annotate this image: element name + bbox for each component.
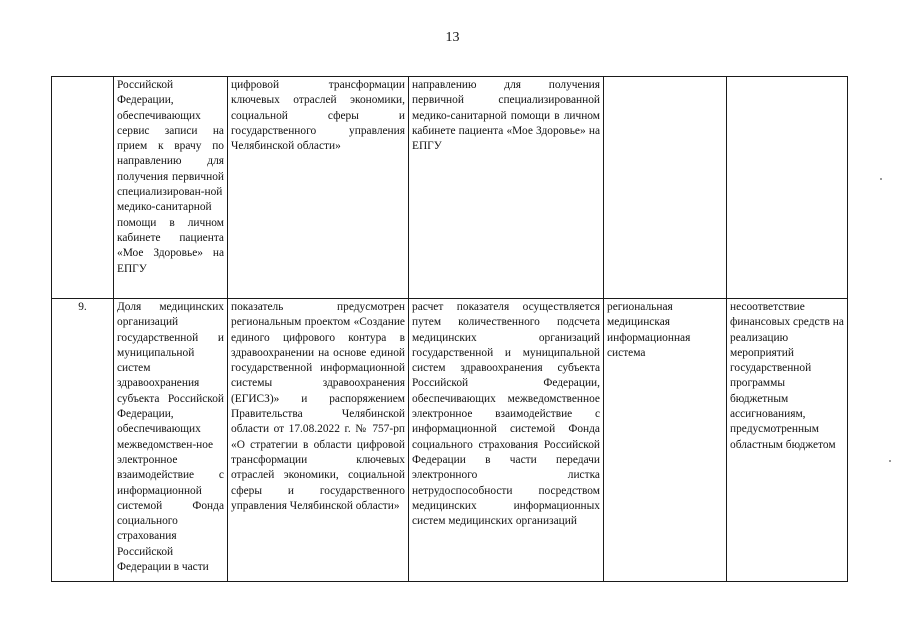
risks-cell: несоответствие финансовых средств на реализацию мероприятий государственной программы бюджетным ассигнованиям, предусмотренным областным бюджетом: [727, 299, 848, 582]
indicator-name-cell: Доля медицинских организаций государственной и муниципальной систем здравоохранения субъекта Российской Федерации, обеспечивающих межведомствен-ное электронное взаимодействие с информационной системой Фонда социального страхования Российской Федерации в части: [114, 299, 228, 582]
indicators-table: [51, 76, 848, 582]
legal-basis-cell: показатель предусмотрен региональным проектом «Создание единого цифрового контура в здравоохранении на основе единой государственной информационной системы здравоохранения (ЕГИСЗ)» и распоряжением Правительства Челябинской области от 17.08.2022 г. № 757-рп «О стратегии в области цифровой трансформации ключевых отраслей экономики, социальной сферы и государственного управления Челябинской области»: [228, 299, 409, 582]
data-source-cell: региональная медицинская информационная система: [604, 299, 727, 582]
data-source-cell: [604, 77, 727, 299]
calculation-method-cell: расчет показателя осуществляется путем количественного подсчета медицинских организаций государственной и муниципальной систем здравоохранения субъекта Российской Федерации, обеспечивающих межведомственное электронное взаимодействие с информационной системой Фонда социального страхования Российской Федерации в части передачи электронного листка нетрудоспособности посредством медицинских информационных систем медицинских организаций: [409, 299, 604, 582]
table-row: [52, 299, 848, 582]
calculation-method-cell: направлению для получения первичной специализированной медико-санитарной помощи в личном кабинете пациента «Мое Здоровье» на ЕПГУ: [409, 77, 604, 299]
row-number-cell: 9.: [52, 299, 114, 582]
row-number-cell: [52, 77, 114, 299]
page-number: 13: [445, 30, 460, 45]
scan-speck: [880, 178, 882, 180]
risks-cell: [727, 77, 848, 299]
scan-speck: [889, 460, 891, 462]
table-row: [52, 77, 848, 299]
legal-basis-cell: цифровой трансформации ключевых отраслей экономики, социальной сферы и государственного управления Челябинской области»: [228, 77, 409, 299]
indicator-name-cell: Российской Федерации, обеспечивающих сервис записи на прием к врачу по направлению для получения первичной специализирован-ной медико-санитарной помощи в личном кабинете пациента «Мое Здоровье» на ЕПГУ: [114, 77, 228, 299]
